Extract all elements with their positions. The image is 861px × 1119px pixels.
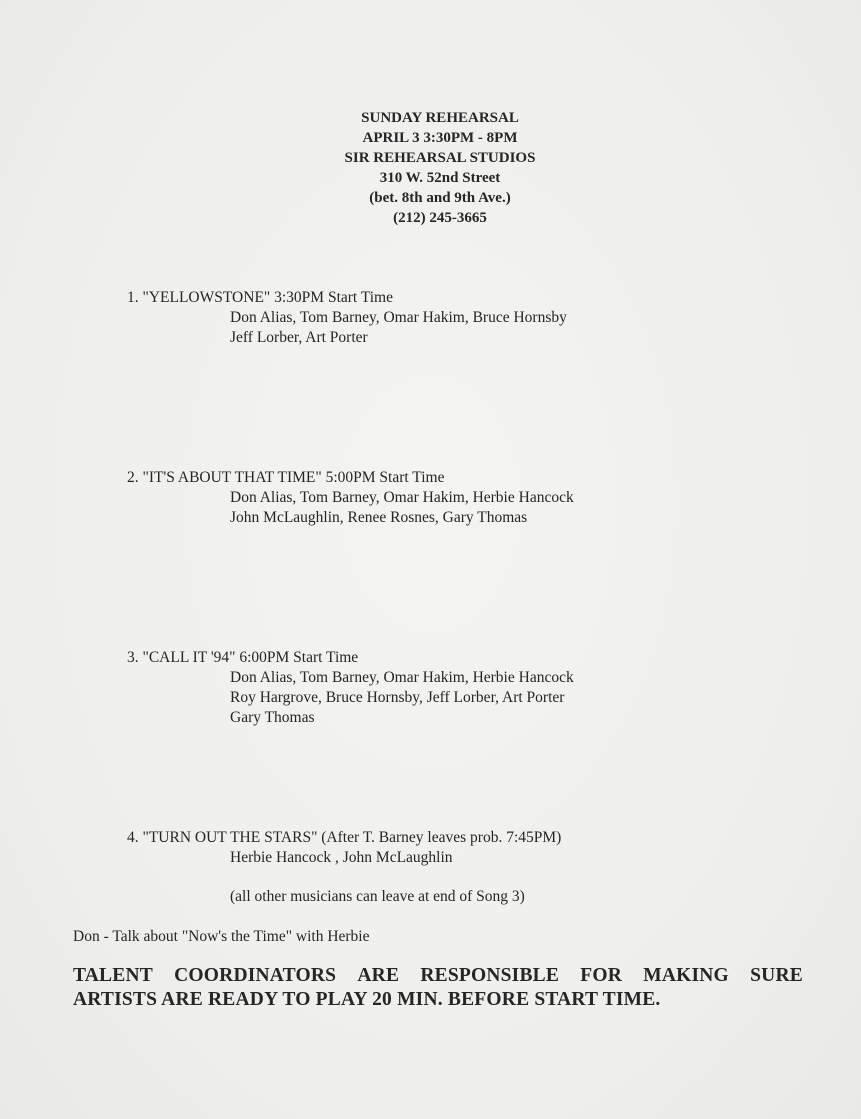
song-1 [127,288,567,348]
song-1-musicians-line-1: Don Alias, Tom Barney, Omar Hakim, Bruce Hornsby [230,309,567,326]
song-4 [127,828,561,868]
song-2-musicians-line-2: John McLaughlin, Renee Rosnes, Gary Thomas [230,509,528,526]
leave-note: (all other musicians can leave at end of Song 3) [230,888,525,905]
song-1-musicians-line-2: Jeff Lorber, Art Porter [230,329,368,346]
song-4-title: 4. "TURN OUT THE STARS" (After T. Barney leaves prob. 7:45PM) [127,829,562,846]
song-2-musicians-line-1: Don Alias, Tom Barney, Omar Hakim, Herbie Hancock [230,489,574,506]
warning-word: TALENT [73,965,153,986]
song-3-musicians-line-2: Roy Hargrove, Bruce Hornsby, Jeff Lorber, Art Porter [230,689,565,706]
talent-coordinator-warning [73,964,803,1012]
header-street: 310 W. 52nd Street [379,170,501,186]
song-2 [127,468,574,528]
warning-word: ARE [357,965,400,986]
rehearsal-header [0,108,861,228]
warning-word: FOR [580,965,623,986]
header-phone: (212) 245-3665 [393,210,487,226]
header-title: SUNDAY REHEARSAL [361,110,519,126]
song-3-musicians-line-1: Don Alias, Tom Barney, Omar Hakim, Herbie Hancock [230,669,574,686]
warning-line-2: ARTISTS ARE READY TO PLAY 20 MIN. BEFORE START TIME. [73,989,661,1010]
header-venue: SIR REHEARSAL STUDIOS [344,150,536,166]
song-4-musicians-line-1: Herbie Hancock , John McLaughlin [230,849,453,866]
header-cross-streets: (bet. 8th and 9th Ave.) [369,190,511,206]
header-date-time: APRIL 3 3:30PM - 8PM [362,130,518,146]
warning-word: RESPONSIBLE [420,965,560,986]
warning-word: SURE [750,965,803,986]
song-3 [127,648,574,728]
warning-word: MAKING [643,965,729,986]
warning-word: COORDINATORS [174,965,337,986]
song-1-title: 1. "YELLOWSTONE" 3:30PM Start Time [127,289,393,306]
song-3-musicians-line-3: Gary Thomas [230,709,315,726]
song-2-title: 2. "IT'S ABOUT THAT TIME" 5:00PM Start Time [127,469,445,486]
don-note: Don - Talk about "Now's the Time" with Herbie [73,928,370,945]
song-3-title: 3. "CALL IT '94" 6:00PM Start Time [127,649,359,666]
warning-line-1 [73,964,803,988]
